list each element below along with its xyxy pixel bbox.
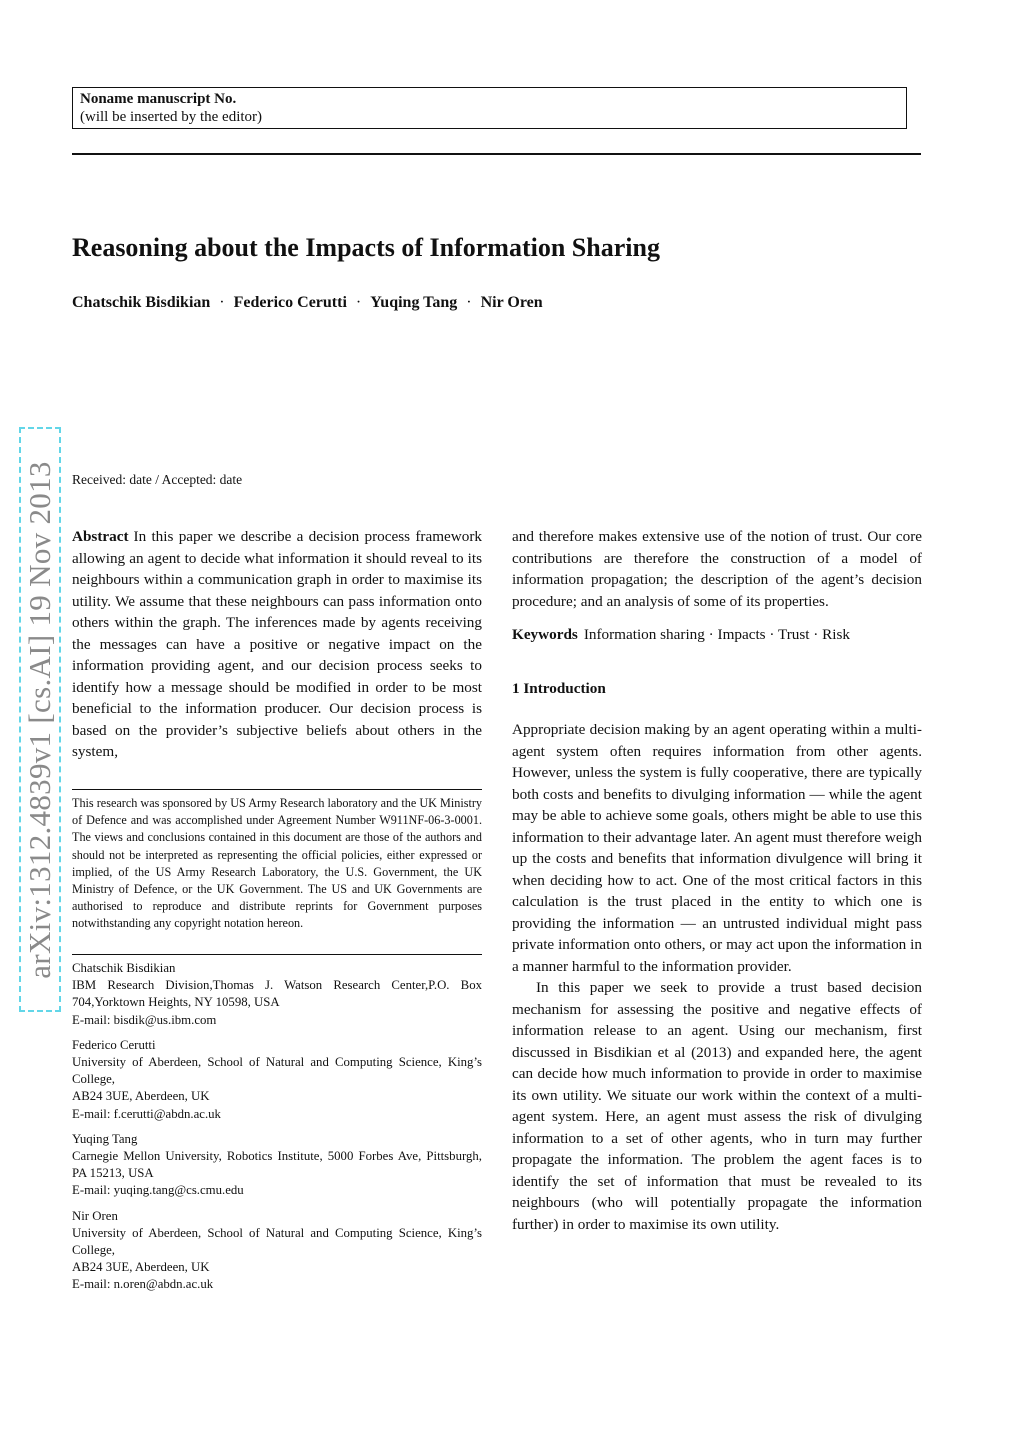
author-name: Nir Oren bbox=[480, 294, 543, 311]
arxiv-identifier: arXiv:1312.4839v1 [cs.AI] 19 Nov 2013 bbox=[22, 460, 57, 979]
paper-title: Reasoning about the Impacts of Information Sharing bbox=[72, 233, 660, 262]
right-column bbox=[512, 526, 922, 1235]
introduction-paragraph: In this paper we seek to provide a trust based decision mechanism for assessing the positive and negative effects of information release to an agent. Using our mechanism, first discussed in Bisdikian et al (2013) and expanded here, the agent can decide how much information to provide in order to maximise its own utility. We situate our work within the context of a multi-agent system. Here, an agent must assess the risk of divulging information to a set of other agents, who in turn may further propagate the information. The problem the agent faces is to identify the set of information that must be revealed to its neighbours (who will potentially propagate the information further) in order to maximise its own utility. bbox=[512, 979, 922, 1233]
abstract-left bbox=[72, 526, 482, 763]
abstract-right: and therefore makes extensive use of the notion of trust. Our core contributions are therefore the construction of a model of information propagation; the description of the agent’s decision procedure; and an analysis of some of its properties. bbox=[512, 528, 922, 610]
affiliation-email: E-mail: yuqing.tang@cs.cmu.edu bbox=[72, 1183, 244, 1198]
abstract-label: Abstract bbox=[72, 528, 129, 545]
introduction-paragraph: Appropriate decision making by an agent operating within a multi-agent system often requires information from other agents. However, unless the system is fully cooperative, there are typically both costs and benefits to divulging information — while the agent may be able to achieve some goals, others might be able to use this information to their advantage later. An agent must therefore weigh up the costs and benefits that information divulgence will bring it when deciding how to act. One of the most critical factors in this calculation is the trust placed in the entity to which one is providing the information — an untrusted individual might pass private information onto others, or may act upon the information in a manner harmful to the information provider. bbox=[512, 721, 922, 975]
manuscript-number: Noname manuscript No. bbox=[80, 91, 237, 107]
affiliation-address: AB24 3UE, Aberdeen, UK bbox=[72, 1089, 210, 1104]
affiliation-address: University of Aberdeen, School of Natural and Computing Science, King’s College, bbox=[72, 1055, 482, 1087]
affiliation-name: Federico Cerutti bbox=[72, 1037, 156, 1052]
section-heading-introduction: 1 Introduction bbox=[512, 679, 606, 697]
funding-footnote: This research was sponsored by US Army Research laboratory and the UK Ministry of Defence and was accomplished under Agreement Number W911NF-06-3-0001. The views and conclusions contained in this document are those of the authors and should not be interpreted as representing the official policies, either expressed or implied, of the US Army Research Laboratory, the U.S. Government, the UK Ministry of Defence, or the UK Government. The US and UK Governments are authorised to reproduce and distribute reprints for Government purposes notwithstanding any copyright notation hereon. bbox=[72, 796, 482, 931]
affiliation-email: E-mail: n.oren@abdn.ac.uk bbox=[72, 1277, 214, 1292]
affiliation-address: Carnegie Mellon University, Robotics Institute, 5000 Forbes Ave, Pittsburgh, PA 15213, USA bbox=[72, 1149, 482, 1181]
manuscript-header-box bbox=[72, 87, 907, 129]
arxiv-stamp bbox=[19, 427, 61, 1012]
affiliation-block bbox=[72, 1131, 482, 1200]
affiliation-block bbox=[72, 960, 482, 1029]
abstract-text-left: In this paper we describe a decision process framework allowing an agent to decide what information it should reveal to its neighbours within a communication graph in order to maximise its utility. We assume that these neighbours can pass information onto others within the graph. The inferences made by agents receiving the messages can have a positive or negative impact on the information providing agent, and our decision process seeks to identify how a message should be modified in order to be most beneficial to the information producer. Our decision process is based on the provider’s subjective beliefs about others in the system, bbox=[72, 528, 482, 760]
author-separator: · bbox=[466, 294, 472, 311]
keywords-label: Keywords bbox=[512, 626, 578, 643]
affiliations bbox=[72, 960, 482, 1302]
affiliation-email: E-mail: f.cerutti@abdn.ac.uk bbox=[72, 1106, 221, 1121]
affiliation-block bbox=[72, 1037, 482, 1123]
affiliation-name: Chatschik Bisdikian bbox=[72, 961, 176, 975]
left-column bbox=[72, 526, 482, 763]
keywords bbox=[512, 624, 922, 646]
affiliation-name: Nir Oren bbox=[72, 1208, 118, 1223]
received-date: Received: date / Accepted: date bbox=[72, 472, 243, 487]
header-rule bbox=[72, 153, 921, 155]
affiliation-address: AB24 3UE, Aberdeen, UK bbox=[72, 1260, 210, 1275]
affiliation-name: Yuqing Tang bbox=[72, 1131, 138, 1146]
affiliation-address: IBM Research Division,Thomas J. Watson Research Center,P.O. Box 704,Yorktown Heights, NY 10598, USA bbox=[72, 978, 482, 1010]
editor-note: (will be inserted by the editor) bbox=[80, 109, 263, 125]
author-name: Federico Cerutti bbox=[233, 294, 347, 311]
author-separator: · bbox=[219, 294, 225, 311]
footnote-rule bbox=[72, 789, 482, 790]
affiliation-block bbox=[72, 1208, 482, 1294]
keywords-text: Information sharing · Impacts · Trust · Risk bbox=[583, 626, 850, 643]
author-name: Chatschik Bisdikian bbox=[72, 294, 211, 311]
author-list bbox=[72, 293, 543, 313]
affiliation-rule bbox=[72, 954, 482, 955]
affiliation-address: University of Aberdeen, School of Natural and Computing Science, King’s College, bbox=[72, 1225, 482, 1258]
author-name: Yuqing Tang bbox=[370, 294, 458, 311]
author-separator: · bbox=[355, 294, 362, 311]
affiliation-email: E-mail: bisdik@us.ibm.com bbox=[72, 1012, 217, 1027]
